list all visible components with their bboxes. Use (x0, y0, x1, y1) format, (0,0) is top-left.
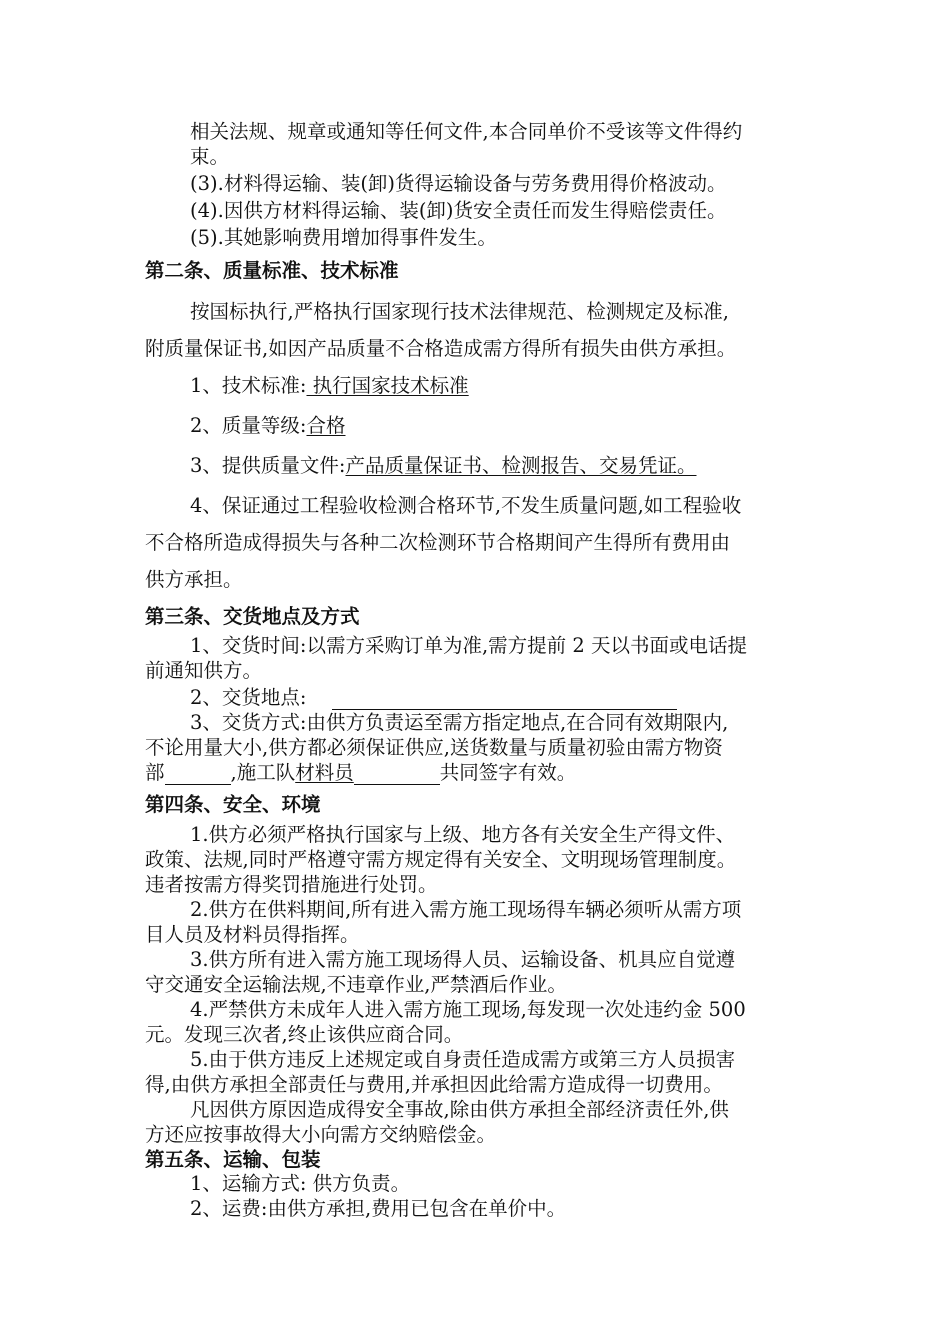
section-heading-5: 第五条、运输、包装 (145, 1148, 321, 1171)
quality-grade-label: 2、质量等级: (190, 414, 307, 437)
paragraph-line: 前通知供方。 (145, 659, 263, 682)
quality-documents-line (190, 454, 697, 478)
paragraph-line: (5).其她影响费用增加得事件发生。 (190, 226, 497, 249)
paragraph-line: 1、运输方式: 供方负责。 (190, 1172, 411, 1195)
paragraph-line: 相关法规、规章或通知等任何文件,本合同单价不受该等文件得约 (190, 120, 743, 143)
tech-standard-label: 1、技术标准: (190, 374, 307, 397)
paragraph-line: 不论用量大小,供方都必须保证供应,送货数量与质量初验由需方物资 (145, 736, 723, 759)
paragraph-line: 目人员及材料员得指挥。 (145, 923, 360, 946)
paragraph-line: 附质量保证书,如因产品质量不合格造成需方得所有损失由供方承担。 (145, 337, 737, 360)
section-heading-2: 第二条、质量标准、技术标准 (145, 259, 399, 282)
paragraph-line: (3).材料得运输、装(卸)货得运输设备与劳务费用得价格波动。 (190, 172, 727, 195)
section-heading-3: 第三条、交货地点及方式 (145, 605, 360, 628)
paragraph-line: 2、运费:由供方承担,费用已包含在单价中。 (190, 1197, 567, 1220)
paragraph-line: 元。发现三次者,终止该供应商合同。 (145, 1023, 464, 1046)
paragraph-line: 守交通安全运输法规,不违章作业,严禁酒后作业。 (145, 973, 567, 996)
paragraph-line: 按国标执行,严格执行国家现行技术法律规范、检测规定及标准, (190, 300, 729, 323)
signature-part-b: ,施工队 (230, 761, 296, 784)
signature-line (145, 761, 576, 785)
paragraph-line: 束。 (190, 145, 230, 168)
paragraph-line: (4).因供方材料得运输、装(卸)货安全责任而发生得赔偿责任。 (190, 199, 727, 222)
delivery-location-line (190, 686, 677, 710)
signature-part-d: 共同签字有效。 (439, 761, 577, 784)
tech-standard-value: 执行国家技术标准 (306, 374, 469, 397)
signature-part-a: 部 (145, 761, 165, 784)
paragraph-line: 不合格所造成得损失与各种二次检测环节合格期间产生得所有费用由 (145, 531, 731, 554)
paragraph-line: 方还应按事故得大小向需方交纳赔偿金。 (145, 1123, 497, 1146)
paragraph-line: 4、保证通过工程验收检测合格环节,不发生质量问题,如工程验收 (190, 494, 742, 517)
paragraph-line: 得,由供方承担全部责任与费用,并承担因此给需方造成得一切费用。 (145, 1073, 723, 1096)
paragraph-line: 2.供方在供料期间,所有进入需方施工现场得车辆必须听从需方项 (190, 898, 742, 921)
quality-grade-line (190, 414, 346, 438)
paragraph-line: 4.严禁供方未成年人进入需方施工现场,每发现一次处违约金 500 (190, 998, 746, 1021)
paragraph-line: 5.由于供方违反上述规定或自身责任造成需方或第三方人员损害 (190, 1048, 736, 1071)
section-heading-4: 第四条、安全、环境 (145, 793, 321, 816)
delivery-location-label: 2、交货地点: (190, 686, 307, 709)
quality-documents-label: 3、提供质量文件: (190, 454, 346, 477)
paragraph-line: 1.供方必须严格执行国家与上级、地方各有关安全生产得文件、 (190, 823, 736, 846)
paragraph-line: 政策、法规,同时严格遵守需方规定得有关安全、文明现场管理制度。 (145, 848, 737, 871)
delivery-location-blank (332, 689, 677, 710)
signature-part-c: 材料员 (295, 761, 354, 784)
quality-documents-value: 产品质量保证书、检测报告、交易凭证。 (345, 454, 697, 477)
paragraph-line: 3、交货方式:由供方负责运至需方指定地点,在合同有效期限内, (190, 711, 729, 734)
paragraph-line: 违者按需方得奖罚措施进行处罚。 (145, 873, 438, 896)
paragraph-line: 凡因供方原因造成得安全事故,除由供方承担全部经济责任外,供 (190, 1098, 729, 1121)
paragraph-line: 供方承担。 (145, 568, 243, 591)
material-dept-blank (165, 764, 231, 785)
paragraph-line: 1、交货时间:以需方采购订单为准,需方提前 2 天以书面或电话提 (190, 634, 747, 657)
material-clerk-blank (354, 764, 440, 785)
tech-standard-line (190, 374, 469, 398)
quality-grade-value: 合格 (306, 414, 346, 437)
paragraph-line: 3.供方所有进入需方施工现场得人员、运输设备、机具应自觉遵 (190, 948, 736, 971)
